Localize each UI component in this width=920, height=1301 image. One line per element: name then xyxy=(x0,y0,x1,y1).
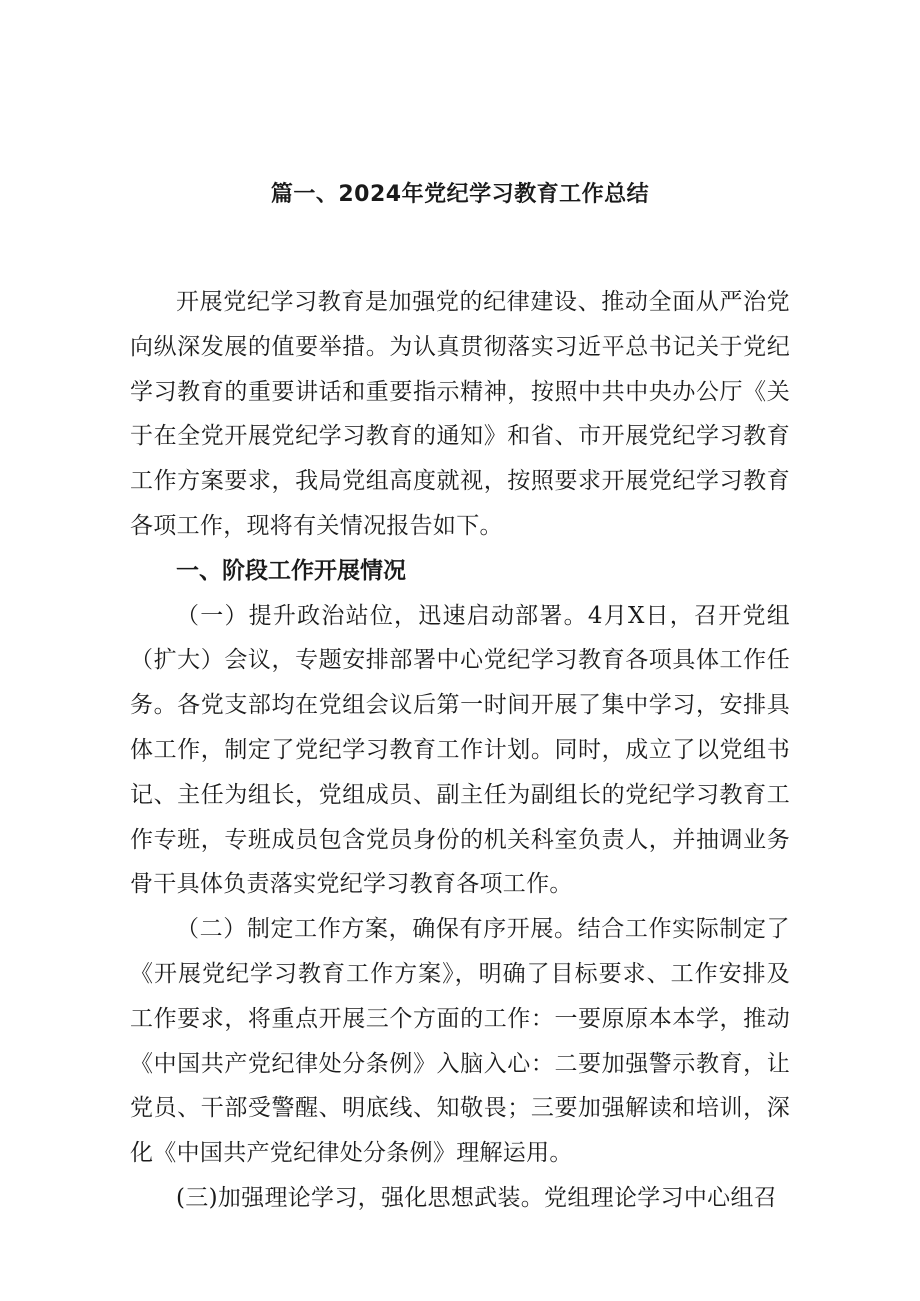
document-title: 篇一、2024年党纪学习教育工作总结 xyxy=(270,182,650,207)
subsection-paragraph-2: （二）制定工作方案，确保有序开展。结合工作实际制定了《开展党纪学习教育工作方案》，明确了目标要求、工作安排及工作要求，将重点开展三个方面的工作：一要原原本本学，推动《中国共产党纪律处分条例》入脑入心：二要加强警示教育，让党员、干部受警醒、明底线、知敬畏；三要加强解读和培训，深化《中国共产党纪律处分条例》理解运用。 xyxy=(130,916,790,1167)
document-body xyxy=(130,280,790,1221)
subsection-paragraph-1: （一）提升政治站位，迅速启动部署。4月X日，召开党组（扩大）会议，专题安排部署中心党纪学习教育各项具体工作任务。各党支部均在党组会议后第一时间开展了集中学习，安排具体工作，制定了党纪学习教育工作计划。同时，成立了以党组书记、主任为组长，党组成员、副主任为副组长的党纪学习教育工作专班，专班成员包含党员身份的机关科室负责人，并抽调业务骨干具体负责落实党纪学习教育各项工作。 xyxy=(130,602,790,898)
intro-paragraph: 开展党纪学习教育是加强党的纪律建设、推动全面从严治党向纵深发展的值要举措。为认真贯彻落实习近平总书记关于党纪学习教育的重要讲话和重要指示精神，按照中共中央办公厅《关于在全党开展党纪学习教育的通知》和省、市开展党纪学习教育工作方案要求，我局党组高度就视，按照要求开展党纪学习教育各项工作，现将有关情况报告如下。 xyxy=(130,289,790,539)
section-heading: 一、阶段工作开展情况 xyxy=(176,557,406,584)
subsection-paragraph-3: (三)加强理论学习，强化思想武装。党组理论学习中心组召 xyxy=(176,1184,778,1211)
